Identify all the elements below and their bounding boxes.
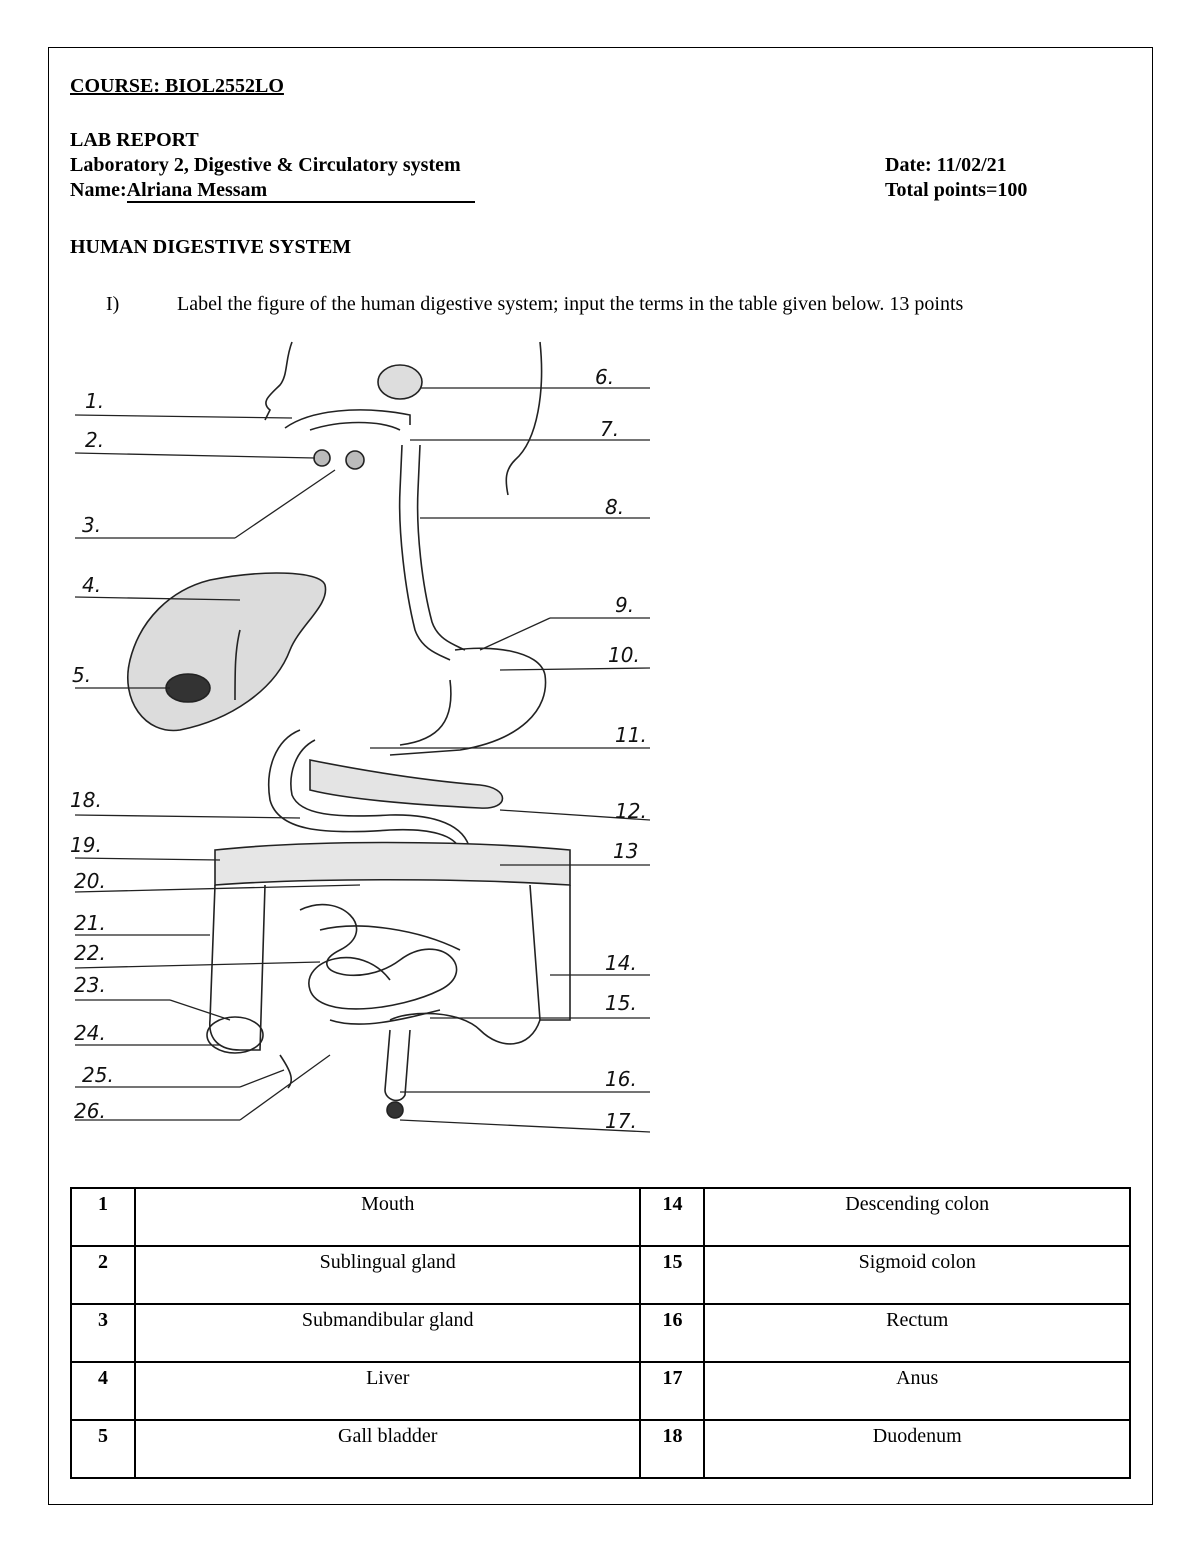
term-answer: Anus [704,1362,1130,1420]
figure-label: 23. [74,973,106,997]
term-answer: Submandibular gland [135,1304,640,1362]
figure-label: 14. [605,951,637,975]
figure-label: 2. [85,428,105,452]
figure-label: 10. [608,643,640,667]
lab-title: Laboratory 2, Digestive & Circulatory system [70,154,461,176]
figure-label: 7. [600,417,620,441]
figure-label: 22. [74,941,106,965]
figure-label: 15. [605,991,637,1015]
course-title: COURSE: BIOL2552LO [70,75,284,97]
figure-label: 18. [70,788,102,812]
table-row [71,1362,1130,1420]
figure-label: 26. [74,1099,106,1123]
table-row [71,1188,1130,1246]
term-answer: Liver [135,1362,640,1420]
figure-label: 24. [74,1021,106,1045]
report-title: LAB REPORT [70,129,199,151]
section-title: HUMAN DIGESTIVE SYSTEM [70,236,352,258]
term-number: 16 [640,1304,704,1362]
term-number: 4 [71,1362,135,1420]
question-number: I) [106,293,120,315]
figure-label: 6. [595,365,615,389]
name-label: Name: [70,179,127,201]
term-number: 17 [640,1362,704,1420]
student-name [70,178,475,203]
figure-labels-left [70,389,114,1123]
term-answer: Mouth [135,1188,640,1246]
figure-label: 20. [74,869,106,893]
name-value: Alriana Messam [127,179,475,203]
term-number: 1 [71,1188,135,1246]
term-answer: Sublingual gland [135,1246,640,1304]
figure-label: 19. [70,833,102,857]
figure-label: 8. [605,495,625,519]
figure-label: 11. [615,723,647,747]
report-date: Date: 11/02/21 [885,154,1007,176]
term-number: 18 [640,1420,704,1478]
term-number: 2 [71,1246,135,1304]
table-row [71,1304,1130,1362]
figure-label: 17. [605,1109,637,1133]
figure-label: 1. [85,389,105,413]
term-number: 5 [71,1420,135,1478]
question-text: Label the figure of the human digestive system; input the terms in the table given below. 13 points [177,293,964,315]
term-answer: Sigmoid colon [704,1246,1130,1304]
digestive-system-figure [60,330,670,1150]
figure-label: 5. [72,663,92,687]
total-points: Total points=100 [885,179,1028,201]
term-answer: Descending colon [704,1188,1130,1246]
figure-label: 21. [74,911,106,935]
figure-label: 9. [615,593,635,617]
digestive-drawing [128,342,570,1118]
figure-label: 4. [82,573,102,597]
term-answer: Gall bladder [135,1420,640,1478]
figure-label: 16. [605,1067,637,1091]
term-answer: Rectum [704,1304,1130,1362]
table-row [71,1420,1130,1478]
figure-label: 13 [613,839,639,863]
term-answer: Duodenum [704,1420,1130,1478]
table-row [71,1246,1130,1304]
figure-label: 3. [82,513,102,537]
term-number: 3 [71,1304,135,1362]
term-number: 14 [640,1188,704,1246]
figure-label: 12. [615,799,647,823]
answer-table [70,1187,1131,1479]
term-number: 15 [640,1246,704,1304]
figure-label: 25. [82,1063,114,1087]
